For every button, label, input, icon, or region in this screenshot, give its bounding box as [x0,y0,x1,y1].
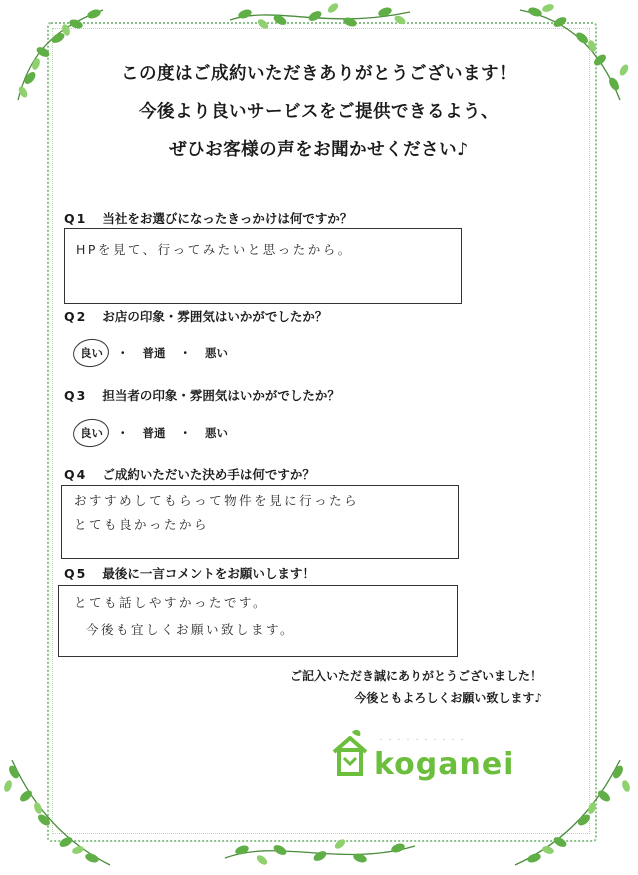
options-q3: 良い ・ 普通 ・ 悪い [80,426,228,440]
answer-q4-line-2: とても良かったから [74,517,210,532]
option-good-selected[interactable]: 良い [80,346,103,360]
house-icon [334,730,366,774]
vine-bottom-left-icon [0,750,120,875]
closing-line-1: ご記入いただき誠にありがとうございました！ [289,669,542,683]
options-q2: 良い ・ 普通 ・ 悪い [80,346,228,360]
option-bad[interactable]: 悪い [205,346,228,360]
answer-q5-line-1: とても話しやすかったです。 [74,595,269,610]
answer-q5-line-2: 今後も宜しくお願い致します。 [86,622,296,637]
option-average[interactable]: 普通 [142,426,166,440]
vine-top-right-icon [510,0,635,110]
vine-top-left-icon [8,0,118,110]
koganei-logo [330,728,520,784]
question-text: 最後に一言コメントをお願いします！ [102,566,315,581]
answer-q1-line-1: HPを見て、行ってみたいと思ったから。 [76,242,353,257]
question-text: 当社をお選びになったきっかけは何ですか？ [102,211,353,226]
svg-text:koganei: koganei [374,747,515,782]
question-3 [64,386,340,404]
heading-line-1: この度はご成約いただきありがとうございます！ [121,64,517,84]
question-2 [64,307,327,325]
vine-bottom-center-icon [220,828,420,873]
question-number: Q5 [64,566,88,581]
question-4 [64,465,315,483]
svg-text:・・・・・・・・・・: ・・・・・・・・・・ [378,737,469,744]
question-text: 担当者の印象・雰囲気はいかがでしたか？ [102,388,340,403]
question-number: Q3 [64,388,88,403]
vine-top-center-icon [225,0,415,36]
question-number: Q2 [64,309,88,324]
vine-bottom-right-icon [500,750,635,875]
question-text: お店の印象・雰囲気はいかがでしたか？ [102,309,328,324]
option-good-selected[interactable]: 良い [80,426,103,440]
question-text: ご成約いただいた決め手は何ですか？ [102,467,315,482]
option-average[interactable]: 普通 [142,346,166,360]
question-number: Q1 [64,211,88,226]
heading-line-2: 今後より良いサービスをご提供できるよう、 [139,102,499,122]
heading-line-3: ぜひお客様の声をお聞かせください♪ [169,140,469,160]
question-number: Q4 [64,467,88,482]
option-bad[interactable]: 悪い [205,426,228,440]
closing-line-2: 今後ともよろしくお願い致します♪ [354,691,542,705]
question-5 [64,564,315,582]
question-1 [64,209,352,227]
answer-q4-line-1: おすすめしてもらって物件を見に行ったら [74,493,360,508]
